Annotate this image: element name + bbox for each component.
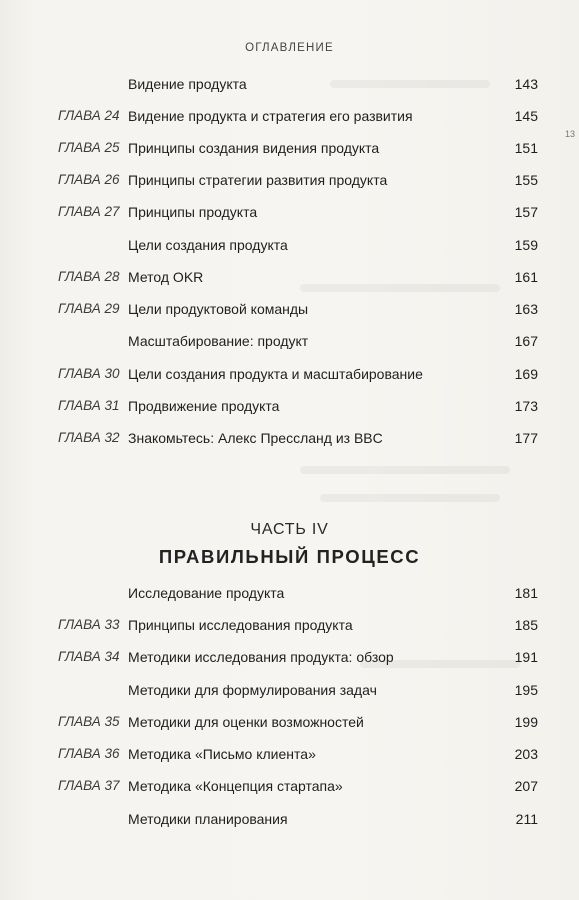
entry-title: Принципы продукта xyxy=(128,204,258,220)
page-ref: 169 xyxy=(514,366,538,382)
entry-title: Принципы стратегии развития продукта xyxy=(128,172,388,188)
page-ref: 177 xyxy=(514,430,538,446)
entry-title: Видение продукта xyxy=(128,76,247,92)
entry-title: Методика «Концепция стартапа» xyxy=(128,778,343,794)
entry-title: Цели продуктовой команды xyxy=(128,301,309,317)
toc-entry[interactable] xyxy=(0,200,579,224)
page-header: ОГЛАВЛЕНИЕ xyxy=(245,42,334,54)
chapter-label: ГЛАВА 24 xyxy=(58,108,120,123)
page-number: 13 xyxy=(565,129,576,139)
page-ref: 151 xyxy=(514,140,538,156)
entry-title: Принципы создания видения продукта xyxy=(128,140,380,156)
entry-title: Цели создания продукта и масштабирование xyxy=(128,366,423,382)
toc-entry[interactable] xyxy=(0,426,579,450)
toc-entry[interactable] xyxy=(0,581,579,605)
chapter-label: ГЛАВА 33 xyxy=(58,617,120,632)
toc-entry[interactable] xyxy=(0,362,579,386)
entry-title: Методики для оценки возможностей xyxy=(128,714,364,730)
entry-title: Видение продукта и стратегия его развития xyxy=(128,108,413,124)
page-ref: 195 xyxy=(514,682,538,698)
chapter-label: ГЛАВА 25 xyxy=(58,140,120,155)
entry-title: Исследование продукта xyxy=(128,585,285,601)
toc-entry[interactable] xyxy=(0,807,579,831)
chapter-label: ГЛАВА 36 xyxy=(58,746,120,761)
chapter-label: ГЛАВА 32 xyxy=(58,430,120,445)
entry-title: Продвижение продукта xyxy=(128,398,280,414)
chapter-label: ГЛАВА 37 xyxy=(58,778,120,793)
page-ref: 155 xyxy=(514,172,538,188)
toc-entry[interactable] xyxy=(0,710,579,734)
page-ref: 191 xyxy=(514,649,538,665)
page-ref: 167 xyxy=(514,333,538,349)
toc-entry[interactable] xyxy=(0,104,579,128)
show-through xyxy=(320,494,500,502)
toc-entry[interactable] xyxy=(0,774,579,798)
page-ref: 163 xyxy=(514,301,538,317)
chapter-label: ГЛАВА 29 xyxy=(58,301,120,316)
entry-title: Знакомьтесь: Алекс Прессланд из BBC xyxy=(128,430,383,446)
page-ref: 173 xyxy=(514,398,538,414)
toc-entry[interactable] xyxy=(0,72,579,96)
toc-entry[interactable] xyxy=(0,394,579,418)
page-ref: 203 xyxy=(514,746,538,762)
entry-title: Методики планирования xyxy=(128,811,288,827)
toc-entry[interactable] xyxy=(0,613,579,637)
toc-entry[interactable] xyxy=(0,645,579,669)
toc-entry[interactable] xyxy=(0,297,579,321)
entry-title: Методики для формулирования задач xyxy=(128,682,377,698)
toc-entry[interactable] xyxy=(0,168,579,192)
chapter-label: ГЛАВА 34 xyxy=(58,649,120,664)
part-title: ПРАВИЛЬНЫЙ ПРОЦЕСС xyxy=(158,546,421,567)
chapter-label: ГЛАВА 35 xyxy=(58,714,120,729)
entry-title: Цели создания продукта xyxy=(128,237,288,253)
toc-entry[interactable] xyxy=(0,329,579,353)
entry-title: Масштабирование: продукт xyxy=(128,333,309,349)
page-ref: 199 xyxy=(514,714,538,730)
toc-entry[interactable] xyxy=(0,233,579,257)
entry-title: Принципы исследования продукта xyxy=(128,617,353,633)
chapter-label: ГЛАВА 26 xyxy=(58,172,120,187)
entry-title: Методика «Письмо клиента» xyxy=(128,746,316,762)
page-ref: 143 xyxy=(514,76,538,92)
toc-entry[interactable] xyxy=(0,265,579,289)
toc-entry[interactable] xyxy=(0,678,579,702)
page-ref: 159 xyxy=(514,237,538,253)
chapter-label: ГЛАВА 30 xyxy=(58,366,120,381)
page-ref: 211 xyxy=(515,811,538,827)
page-ref: 207 xyxy=(514,778,538,794)
chapter-label: ГЛАВА 27 xyxy=(58,204,120,219)
entry-title: Метод OKR xyxy=(128,269,204,285)
page-ref: 161 xyxy=(514,269,538,285)
page-ref: 145 xyxy=(514,108,538,124)
toc-entry[interactable] xyxy=(0,136,579,160)
chapter-label: ГЛАВА 31 xyxy=(58,398,120,413)
show-through xyxy=(300,466,510,474)
chapter-label: ГЛАВА 28 xyxy=(58,269,120,284)
entry-title: Методики исследования продукта: обзор xyxy=(128,649,394,665)
toc-entry[interactable] xyxy=(0,742,579,766)
page-ref: 157 xyxy=(514,204,538,220)
page-ref: 181 xyxy=(514,585,538,601)
part-label: ЧАСТЬ IV xyxy=(250,521,329,538)
page-ref: 185 xyxy=(514,617,538,633)
